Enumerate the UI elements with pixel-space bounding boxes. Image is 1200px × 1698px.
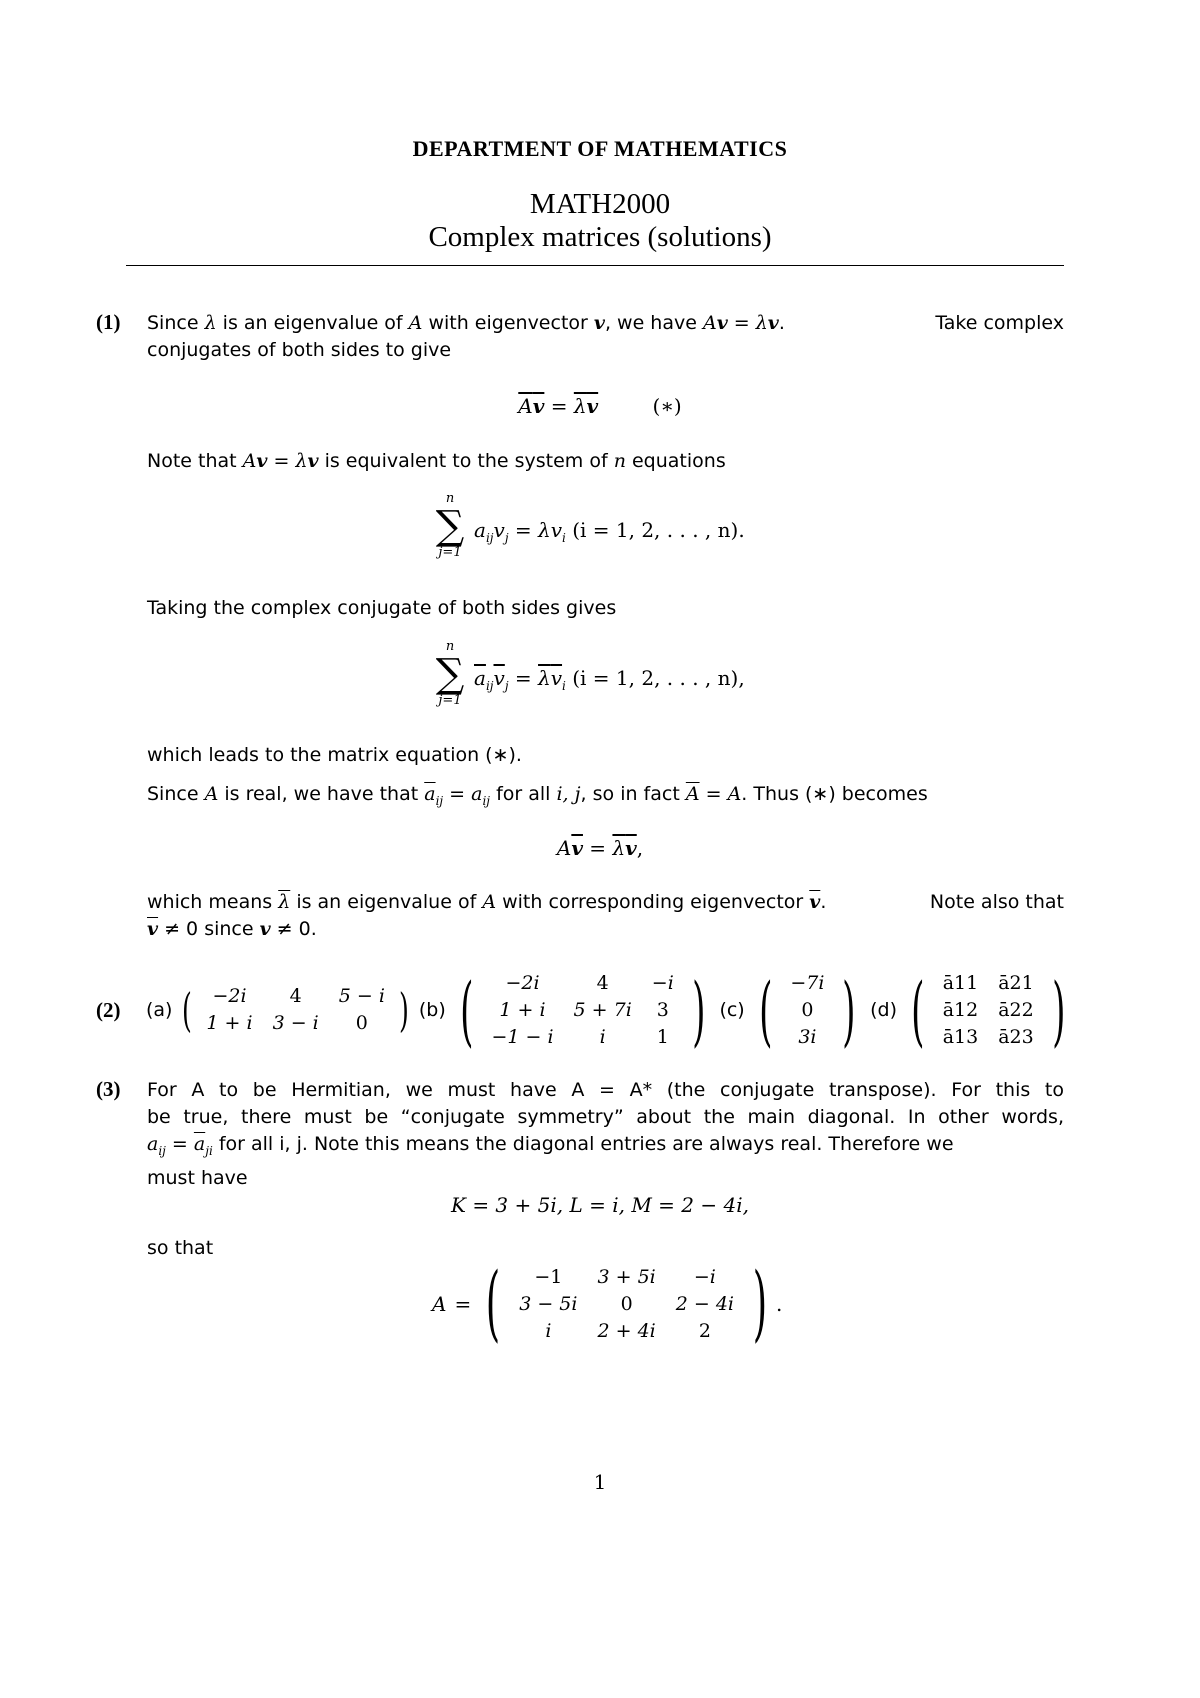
- matrix-b-cell: 5 + 7i: [573, 998, 632, 1021]
- matrix-d-cell: ā13: [942, 1025, 979, 1048]
- q2-matrices: [146, 960, 1073, 1060]
- matrix-c-cell: 0: [801, 998, 814, 1021]
- label-d: (d): [870, 998, 898, 1021]
- matrix-c-row: [780, 997, 834, 1024]
- matrix-a-row: [196, 983, 395, 1010]
- q3-matrix-equation: A = ( −1 3 + 5i −i 3 − 5i 0 2 − 4i i 2 + 4i 2 ) .: [432, 1256, 783, 1351]
- q1-real: Since A is real, we have that $\overline{a}_{ij} = a_{ij}$ for all i, j, so in fact $\overline{A} = A$. Thus (∗) becomes: [147, 783, 928, 808]
- matrix-b-cell: 3: [656, 998, 669, 1021]
- q3-values: K = 3 + 5i, L = i, M = 2 − 4i,: [451, 1193, 749, 1217]
- department-heading: DEPARTMENT OF MATHEMATICS: [412, 136, 788, 161]
- document-title: [0, 188, 1200, 254]
- matrix-c-row: [780, 970, 834, 997]
- matrix-c-cell: 3i: [798, 1025, 817, 1048]
- q1-conjugate-equation: $\overline{A}\overline{v} = \overline{\lambda}\overline{v}$ (∗): [518, 394, 682, 418]
- matrix-c-row: [780, 1024, 834, 1051]
- matrix-b-row: [481, 1024, 683, 1051]
- matrix-c-cell: −7i: [790, 971, 825, 994]
- matrix-hermitian-row: [509, 1263, 744, 1290]
- q1-number: (1): [96, 310, 121, 334]
- matrix-d-cell: ā21: [998, 971, 1034, 994]
- matrix-b-cell: −2i: [505, 971, 540, 994]
- document-subtitle: Complex matrices (solutions): [428, 221, 772, 253]
- matrix-b-row: [481, 970, 683, 997]
- matrix-hermitian-row: [509, 1290, 744, 1317]
- matrix-b-cell: 4: [596, 971, 609, 994]
- label-b: (b): [418, 998, 446, 1021]
- matrix-d-row: [933, 997, 1044, 1024]
- matrix-a-cell: 5 − i: [338, 985, 385, 1007]
- matrix-hermitian-cell: 2 − 4i: [675, 1292, 735, 1315]
- q1-intro: Since λ is an eigenvalue of A with eigenvector v, we have Av = λv. Take complex conjugates of both sides to give: [147, 312, 1064, 361]
- label-c: (c): [719, 998, 745, 1021]
- label-a: (a): [146, 998, 173, 1021]
- matrix-b: ( −2i 4 −i 1 + i 5 + 7i 3 −1 − i i 1 ): [459, 965, 706, 1055]
- q2-number: (2): [96, 998, 121, 1022]
- matrix-hermitian-cell: 2: [698, 1319, 711, 1342]
- q1-real-result: $A\overline{v} = \overline{\lambda}\overline{v}$,: [556, 836, 644, 860]
- summation-symbol: n ∑ j=1: [435, 491, 465, 560]
- matrix-hermitian-cell: −1: [534, 1265, 563, 1288]
- title-divider: [126, 265, 1064, 266]
- matrix-d-row: [933, 970, 1044, 997]
- matrix-d-cell: ā12: [942, 998, 979, 1021]
- matrix-d-cell: ā23: [998, 1025, 1034, 1048]
- matrix-hermitian: ( −1 3 + 5i −i 3 − 5i 0 2 − 4i i 2 + 4i 2 ): [486, 1256, 768, 1351]
- page-number: 1: [593, 1470, 607, 1494]
- matrix-d-cell: ā11: [942, 971, 979, 994]
- matrix-a-cell: −2i: [212, 985, 247, 1007]
- matrix-hermitian-cell: i: [545, 1319, 552, 1342]
- summation-symbol-conjugate: n ∑ j=1: [435, 639, 465, 708]
- matrix-b-cell: 1 + i: [499, 998, 546, 1021]
- matrix-b-row: [481, 997, 683, 1024]
- matrix-b-cell: −i: [651, 971, 674, 994]
- matrix-c: ( −7i 0 3i ): [758, 965, 856, 1055]
- q3-number: (3): [96, 1077, 121, 1101]
- q1-taking: Taking the complex conjugate of both sides gives: [147, 597, 617, 619]
- summation-equation-conjugate: $\overline{a}_{ij}\overline{v}_j = \overline{\lambda}\overline{v}_i$ (i = 1, 2, . . . , n),: [474, 666, 745, 693]
- matrix-hermitian-cell: 3 − 5i: [519, 1292, 578, 1315]
- matrix-hermitian-cell: −i: [693, 1265, 716, 1288]
- matrix-a-cell: 1 + i: [206, 1012, 253, 1034]
- matrix-a: ( −2i 4 5 − i 1 + i 3 − i 0 ): [182, 982, 409, 1037]
- matrix-b-cell: 1: [656, 1025, 669, 1048]
- q1-means: which means $\overline{\lambda}$ is an eigenvalue of A with corresponding eigenvector $\overline{v}$. Note also that $\overline{v} \ne 0$ since v ≠ 0.: [147, 891, 1064, 940]
- q1-note: Note that Av = λv is equivalent to the system of n equations: [147, 450, 726, 472]
- matrix-a-cell: 4: [289, 985, 302, 1007]
- matrix-hermitian-cell: 0: [620, 1292, 633, 1315]
- course-code: MATH2000: [529, 188, 671, 220]
- matrix-b-cell: i: [599, 1025, 606, 1048]
- matrix-b-cell: −1 − i: [491, 1025, 554, 1048]
- q3-so-that: so that: [147, 1237, 214, 1259]
- summation-equation: $a_{ij}v_j = \lambda v_i$ (i = 1, 2, . . . , n).: [474, 518, 745, 545]
- q3-text: For A to be Hermitian, we must have A = A* (the conjugate transpose). For this to be true, there must be “conjugate symmetry” about the main diagonal. In other words, $a_{ij} = \overline{a}_{ji}$ for all i, j. Note this means the diagonal entries are always real. Therefore we must have: [147, 1079, 1064, 1189]
- matrix-hermitian-row: [509, 1317, 744, 1344]
- matrix-a-cell: 0: [355, 1012, 368, 1034]
- matrix-d-row: [933, 1024, 1044, 1051]
- star-label: (∗): [652, 394, 682, 418]
- matrix-d: ( ā11 ā21 ā12 ā22 ā13 ā23 ): [911, 965, 1066, 1055]
- q1-leads: which leads to the matrix equation (∗).: [147, 744, 522, 766]
- matrix-a-row: [196, 1010, 395, 1037]
- matrix-d-cell: ā22: [998, 998, 1034, 1021]
- matrix-hermitian-cell: 3 + 5i: [597, 1265, 656, 1288]
- matrix-hermitian-cell: 2 + 4i: [597, 1319, 656, 1342]
- matrix-a-cell: 3 − i: [272, 1012, 319, 1034]
